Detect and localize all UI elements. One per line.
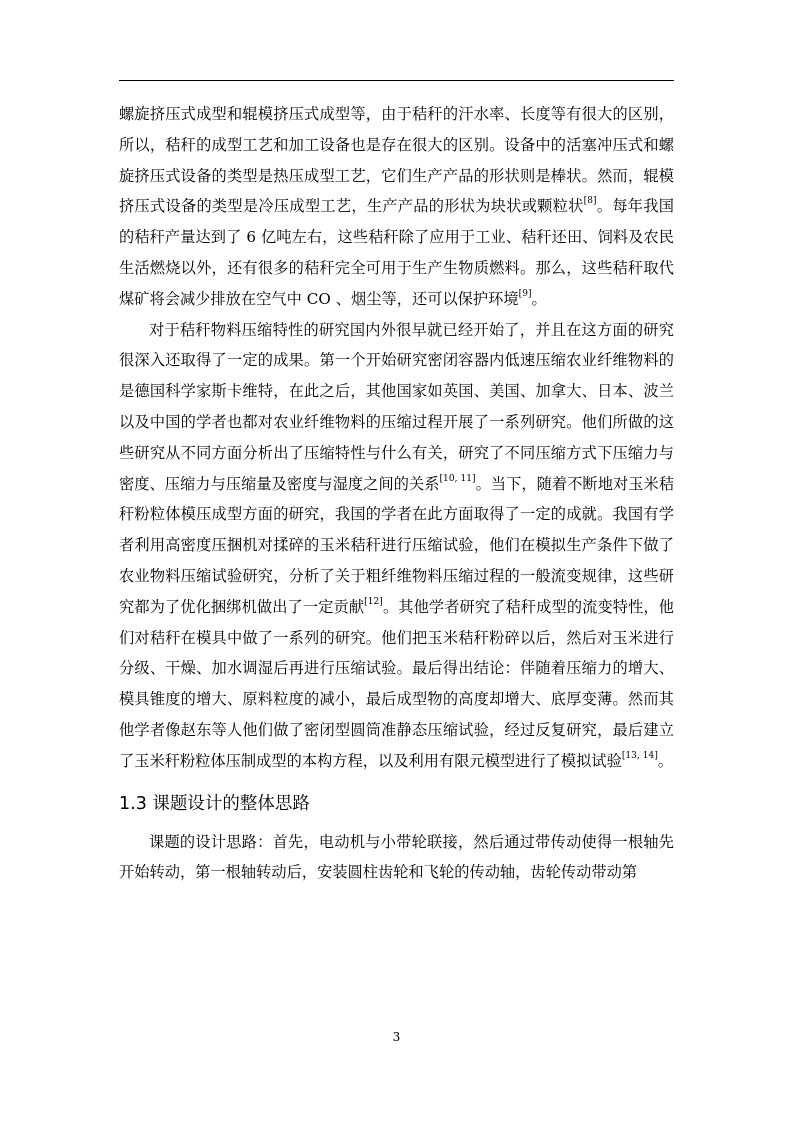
page-number: 3 <box>392 1030 401 1044</box>
citation-marker: [12] <box>364 596 383 607</box>
section-number: 1.3 <box>119 793 147 814</box>
page-body <box>119 99 674 888</box>
header-rule <box>119 80 674 81</box>
citation-marker: [13, 14] <box>621 750 658 761</box>
section-title: 课题设计的整体思路 <box>152 793 310 814</box>
paragraph-2: 对于秸秆物料压缩特性的研究国内外很早就已经开始了，并且在这方面的研究很深入还取得了一定的成果。第一个开始研究密闭容器内低速压缩农业纤维物料的是德国科学家斯卡维特，在此之后，其他国家如英国、美国、加拿大、日本、波兰以及中国的学者也都对农业纤维物料的压缩过程开展了一系列研究。他们所做的这些研究从不同方面分析出了压缩特性与什么有关，研究了不同压缩方式下压缩力与密度、压缩力与压缩量及密度与湿度之间的关系[10, 11]。当下，随着不断地对玉米秸秆粉粒体模压成型方面的研究，我国的学者在此方面取得了一定的成就。我国有学者利用高密度压捆机对揉碎的玉米秸秆进行压缩试验，他们在模拟生产条件下做了农业物料压缩试验研究，分析了关于粗纤维物料压缩过程的一般流变规律，这些研究都为了优化捆绑机做出了一定贡献[12]。其他学者研究了秸秆成型的流变特性，他们对秸秆在模具中做了一系列的研究。他们把玉米秸秆粉碎以后，然后对玉米进行分级、干燥、加水调湿后再进行压缩试验。最后得出结论：伴随着压缩力的增大、模具锥度的增大、原料粒度的减小，最后成型物的高度却增大、底厚变薄。然而其他学者像赵东等人他们做了密闭型圆筒准静态压缩试验，经过反复研究，最后建立了玉米秆粉粒体压制成型的本构方程，以及利用有限元模型进行了模拟试验[13, 14]。 <box>119 320 674 770</box>
section-heading <box>119 789 674 819</box>
citation-marker: [8] <box>583 196 597 207</box>
citation-marker: [9] <box>518 288 532 299</box>
citation-marker: [10, 11] <box>439 473 476 484</box>
paragraph-3: 课题的设计思路：首先，电动机与小带轮联接，然后通过带传动使得一根轴先开始转动，第一根轴转动后，安装圆柱齿轮和飞轮的传动轴，齿轮传动带动第 <box>119 832 674 882</box>
paragraph-1: 螺旋挤压式成型和辊模挤压式成型等，由于秸秆的汗水率、长度等有很大的区别，所以，秸秆的成型工艺和加工设备也是存在很大的区别。设备中的活塞冲压式和螺旋挤压式设备的类型是热压成型工艺，它们生产产品的形状则是棒状。然而，辊模挤压式设备的类型是冷压成型工艺，生产产品的形状为块状或颗粒状[8]。每年我国的秸秆产量达到了 6 亿吨左右，这些秸秆除了应用于工业、秸秆还田、饲料及农民生活燃烧以外，还有很多的秸秆完全可用于生产生物质燃料。那么，这些秸秆取代煤矿将会减少排放在空气中 CO 、烟尘等，还可以保护环境[9]。 <box>119 105 675 308</box>
